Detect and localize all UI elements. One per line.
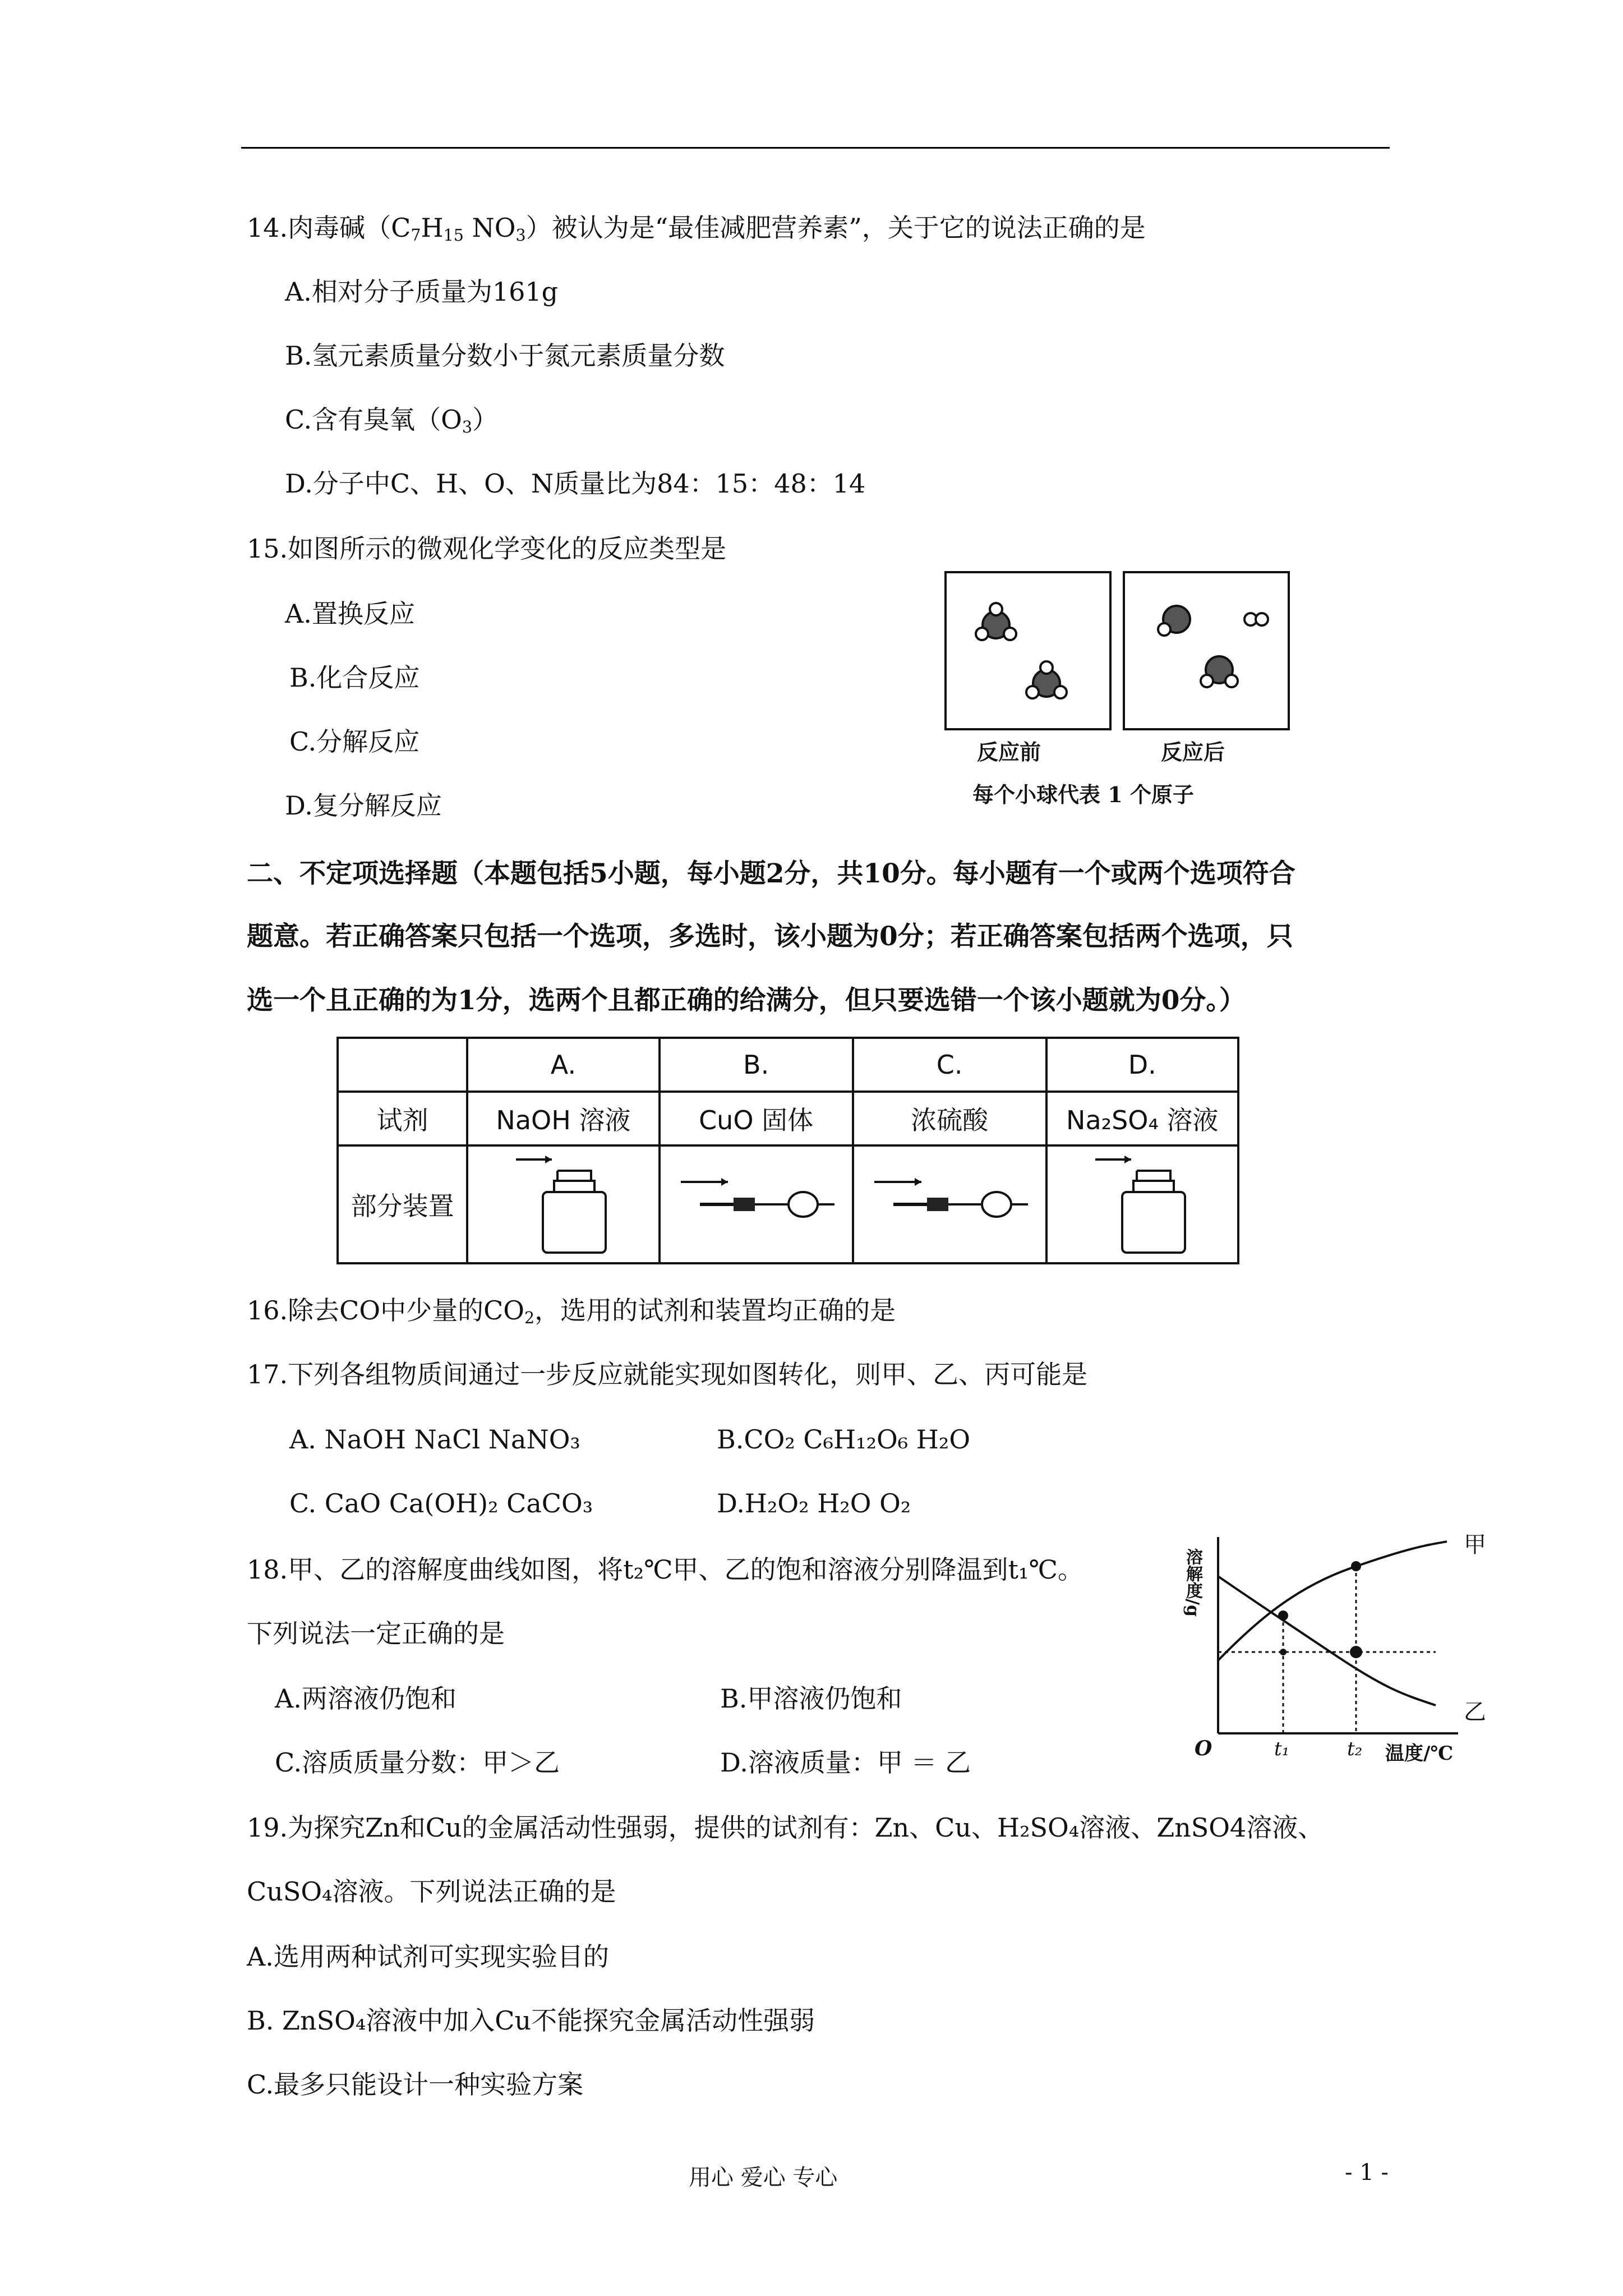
q18-option-d: D.溶液质量：甲 ＝ 乙 xyxy=(720,1747,971,1778)
q17-option-d: D.H₂O₂ H₂O O₂ xyxy=(717,1488,911,1519)
q14-option-c: C.含有臭氧$(O_3)$ xyxy=(285,404,499,437)
table-row xyxy=(338,1092,1238,1145)
table-cell: 试剂 xyxy=(338,1092,467,1145)
reagent-table xyxy=(336,1037,1239,1264)
q16-stem: 16.除去CO中少量的$CO_2$，选用的试剂和装置均正确的是 xyxy=(247,1295,896,1328)
molecule-icon xyxy=(1026,661,1067,698)
solubility-curves xyxy=(1166,1515,1503,1761)
dry-tube-icon xyxy=(672,1148,840,1255)
gas-washing-bottle-icon xyxy=(507,1148,619,1255)
before-panel xyxy=(944,571,1112,730)
table-cell: CuO 固体 xyxy=(660,1092,853,1145)
table-cell: A. xyxy=(467,1038,659,1092)
q18-stem: 18.甲、乙的溶解度曲线如图，将t₂℃甲、乙的饱和溶液分别降温到t₁℃。 xyxy=(247,1554,1083,1585)
table-row xyxy=(338,1145,1238,1263)
q14-option-b: B.氢元素质量分数小于氮元素质量分数 xyxy=(285,341,725,371)
table-cell: B. xyxy=(660,1038,853,1092)
series-jia-label: 甲 xyxy=(1464,1532,1486,1558)
section2-line3: 选一个且正确的为1分，选两个且都正确的给满分，但只要选错一个该小题就为0分。） xyxy=(247,985,1246,1016)
gas-washing-bottle-icon xyxy=(1086,1148,1198,1255)
q17-option-b: B.CO₂ C₆H₁₂O₆ H₂O xyxy=(717,1424,971,1455)
table-cell xyxy=(338,1038,467,1092)
t1-label: t₁ xyxy=(1274,1738,1290,1760)
table-cell: C. xyxy=(853,1038,1046,1092)
q18-stem2: 下列说法一定正确的是 xyxy=(247,1618,505,1649)
molecule-icon xyxy=(1244,613,1268,625)
after-panel xyxy=(1123,571,1290,730)
table-cell xyxy=(1046,1145,1238,1263)
header-rule xyxy=(241,147,1390,149)
q18-option-b: B.甲溶液仍饱和 xyxy=(720,1683,902,1714)
q14-stem: 14.肉毒碱（$C_7H_{15}$ $NO_3$）被认为是“最佳减肥营养素”，关于它的说法正确的是 xyxy=(247,213,1146,245)
table-cell: Na₂SO₄ 溶液 xyxy=(1046,1092,1238,1145)
molecule-icon xyxy=(976,603,1016,640)
table-cell xyxy=(467,1145,659,1263)
table-cell xyxy=(853,1145,1046,1263)
x-axis-label: 温度/℃ xyxy=(1385,1742,1454,1765)
q14-option-a: A.相对分子质量为161g xyxy=(285,277,559,307)
before-label: 反应前 xyxy=(977,739,1041,765)
q19-option-b: B. ZnSO₄溶液中加入Cu不能探究金属活动性强弱 xyxy=(247,2005,815,2036)
after-label: 反应后 xyxy=(1161,739,1225,765)
q18-option-c: C.溶质质量分数：甲＞乙 xyxy=(275,1747,560,1778)
molecule-icon xyxy=(1158,606,1190,636)
section2-line2: 题意。若正确答案只包括一个选项，多选时，该小题为0分；若正确答案包括两个选项，只 xyxy=(247,921,1293,952)
t2-label: t₂ xyxy=(1347,1738,1363,1760)
q19-stem2: CuSO₄溶液。下列说法正确的是 xyxy=(247,1876,616,1907)
q19-option-a: A.选用两种试剂可实现实验目的 xyxy=(247,1941,609,1972)
table-cell: NaOH 溶液 xyxy=(467,1092,659,1145)
molecule-icon xyxy=(1201,656,1238,687)
table-cell xyxy=(660,1145,853,1263)
table-cell: 浓硫酸 xyxy=(853,1092,1046,1145)
before-molecules xyxy=(947,573,1109,728)
solubility-graph xyxy=(1166,1515,1503,1765)
q15-option-c: C.分解反应 xyxy=(289,726,420,757)
section2-line1: 二、不定项选择题（本题包括5小题，每小题2分，共10分。每小题有一个或两个选项符合 xyxy=(247,858,1295,889)
table-cell: 部分装置 xyxy=(338,1145,467,1263)
origin-label: O xyxy=(1195,1737,1212,1760)
after-molecules xyxy=(1125,573,1288,728)
q18-option-a: A.两溶液仍饱和 xyxy=(275,1683,457,1714)
curve-yi xyxy=(1218,1576,1436,1705)
dry-tube-icon xyxy=(865,1148,1034,1255)
table-header-row xyxy=(338,1038,1238,1092)
figure-note: 每个小球代表 1 个原子 xyxy=(972,782,1194,807)
q17-stem: 17.下列各组物质间通过一步反应就能实现如图转化，则甲、乙、丙可能是 xyxy=(247,1359,1088,1389)
q19-option-c: C.最多只能设计一种实验方案 xyxy=(247,2069,584,2100)
page-number: - 1 - xyxy=(1345,2160,1389,2185)
table-cell: D. xyxy=(1046,1038,1238,1092)
series-yi-label: 乙 xyxy=(1464,1699,1486,1725)
q17-option-c: C. CaO Ca(OH)₂ CaCO₃ xyxy=(289,1488,593,1519)
q17-option-a: A. NaOH NaCl NaNO₃ xyxy=(289,1424,580,1455)
q15-option-d: D.复分解反应 xyxy=(285,790,442,821)
y-axis-label: 溶解度/g xyxy=(1183,1548,1202,1617)
q15-option-b: B.化合反应 xyxy=(289,662,420,693)
q15-stem: 15.如图所示的微观化学变化的反应类型是 xyxy=(247,533,727,564)
q19-stem: 19.为探究Zn和Cu的金属活动性强弱，提供的试剂有：Zn、Cu、H₂SO₄溶液、ZnSO4溶液、 xyxy=(247,1812,1324,1843)
footer-motto: 用心 爱心 专心 xyxy=(689,2165,838,2191)
q15-option-a: A.置换反应 xyxy=(285,599,415,629)
q14-option-d: D.分子中C、H、O、N质量比为84：15：48：14 xyxy=(285,468,866,499)
